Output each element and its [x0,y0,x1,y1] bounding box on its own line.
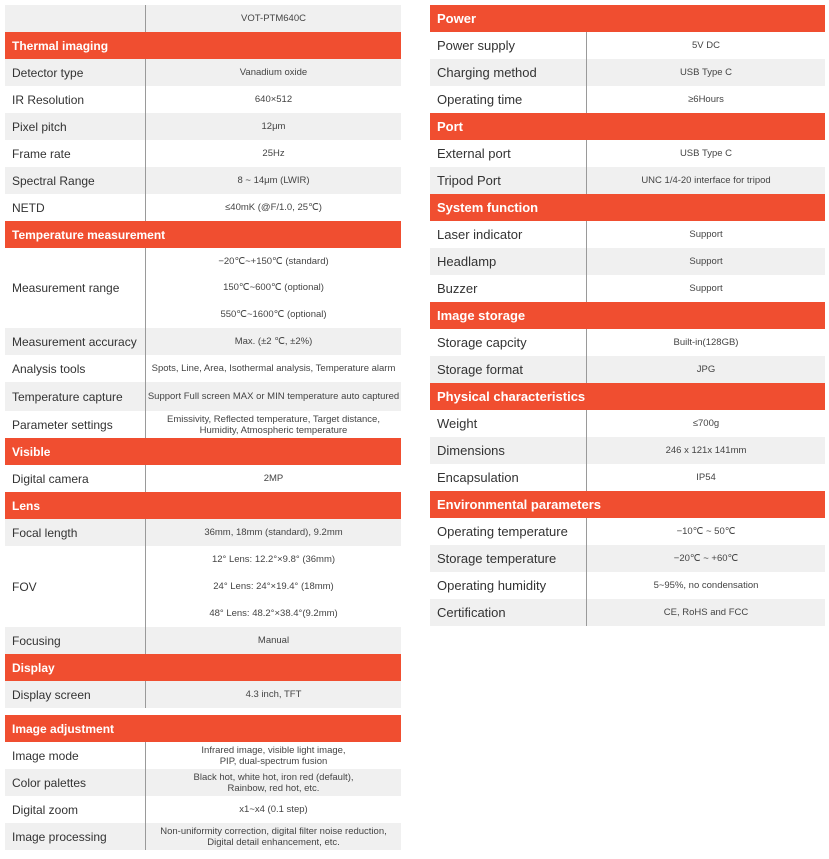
spec-value-line: 4.3 inch, TFT [245,689,302,700]
spec-value-line: Support Full screen MAX or MIN temperature auto captured [147,391,400,402]
spec-value [587,356,825,383]
spec-value-line: 25Hz [262,148,285,159]
section-header-environmental-parameters: Environmental parameters [430,491,825,518]
spec-label: Storage temperature [430,545,587,572]
spec-row-focal-length [5,519,401,546]
spec-value [146,167,401,194]
spec-value [587,140,825,167]
spec-label: Buzzer [430,275,587,302]
spec-row-operating-humidity [430,572,825,599]
spec-value-line: Max. (±2 ℃, ±2%) [234,336,313,347]
spec-value-line: UNC 1/4-20 interface for tripod [641,175,771,186]
spec-label: Storage capcity [430,329,587,356]
section-header-thermal-imaging: Thermal imaging [5,32,401,59]
spec-value-line: Rainbow, red hot, etc. [227,782,320,794]
spec-label: Frame rate [5,140,146,167]
spec-label: Measurement accuracy [5,328,146,355]
spec-value-line: 2MP [263,473,284,484]
spec-value [146,465,401,492]
spec-row-display-screen [5,681,401,708]
section-header-system-function: System function [430,194,825,221]
spec-row-pixel-pitch [5,113,401,140]
spec-value [587,437,825,464]
spec-row-measurement-range [5,248,401,328]
spec-row-digital-zoom [5,796,401,823]
spec-value-line: Emissivity, Reflected temperature, Target distance, [167,413,380,425]
spec-label: Display screen [5,681,146,708]
spec-label: Color palettes [5,769,146,796]
spec-value-line: −10℃ ~ 50℃ [676,526,736,537]
spec-row-headlamp [430,248,825,275]
spec-label: Operating time [430,86,587,113]
section-header-port: Port [430,113,825,140]
spec-label: Power supply [430,32,587,59]
spec-value-line: Humidity, Atmospheric temperature [199,424,348,436]
spec-value-line: ≥6Hours [688,94,724,105]
spec-row-focusing [5,627,401,654]
section-header-display: Display [5,654,401,681]
spec-value-line: 12° Lens: 12.2°×9.8° (36mm) [211,554,336,565]
spec-row-storage-format [430,356,825,383]
spec-row-netd [5,194,401,221]
spec-value [146,823,401,850]
spec-row-temperature-capture [5,382,401,411]
spec-value-line: VOT-PTM640C [241,13,306,24]
spec-label: Focal length [5,519,146,546]
spec-value [587,275,825,302]
spec-row-color-palettes [5,769,401,796]
spec-value-line: 36mm, 18mm (standard), 9.2mm [204,527,343,538]
spec-row-detector-type [5,59,401,86]
spec-value-line: USB Type C [679,148,733,159]
spec-value [587,32,825,59]
spec-value-line: IP54 [696,472,716,483]
section-header-physical-characteristics: Physical characteristics [430,383,825,410]
spec-value [587,167,825,194]
spec-row-tripod-port [430,167,825,194]
spec-value [587,59,825,86]
spec-label: Laser indicator [430,221,587,248]
spec-label: Parameter settings [5,411,146,438]
spec-row-encapsulation [430,464,825,491]
spec-label: Charging method [430,59,587,86]
spec-value-line: ≤700g [692,418,720,429]
spec-value-line: Digital detail enhancement, etc. [207,836,340,848]
spec-label: Encapsulation [430,464,587,491]
spec-value [146,546,401,627]
spec-value-line: −20℃~+150℃ (standard) [218,255,329,267]
spec-value [587,221,825,248]
spec-label: Spectral Range [5,167,146,194]
spec-label: NETD [5,194,146,221]
spec-label: Detector type [5,59,146,86]
spec-value [587,599,825,626]
spec-value [587,464,825,491]
spec-label: Temperature capture [5,382,146,411]
spec-label: Analysis tools [5,355,146,382]
spec-label: Weight [430,410,587,437]
spec-value [146,194,401,221]
spec-value [146,681,401,708]
spec-row-certification [430,599,825,626]
spec-row-measurement-accuracy [5,328,401,355]
section-gap [5,708,401,715]
section-header-lens: Lens [5,492,401,519]
spec-value [146,5,401,32]
spec-value [146,59,401,86]
spec-value-line: Support [689,229,723,240]
spec-value [587,248,825,275]
spec-value [146,355,401,382]
spec-row-parameter-settings [5,411,401,438]
spec-row-dimensions [430,437,825,464]
spec-row-digital-camera [5,465,401,492]
spec-value [146,796,401,823]
spec-value [587,329,825,356]
spec-label: IR Resolution [5,86,146,113]
spec-value-line: x1~x4 (0.1 step) [239,804,308,815]
spec-label: Digital zoom [5,796,146,823]
spec-value-line: 8 ~ 14μm (LWIR) [237,175,310,186]
spec-row-model [5,5,401,32]
spec-value-line: 24° Lens: 24°×19.4° (18mm) [213,581,334,592]
spec-row-weight [430,410,825,437]
spec-row-storage-capcity [430,329,825,356]
spec-value-line: Support [689,256,723,267]
spec-label: Operating temperature [430,518,587,545]
section-header-image-adjustment: Image adjustment [5,715,401,742]
spec-row-laser-indicator [430,221,825,248]
spec-value-line: 5V DC [692,40,720,51]
spec-label: Dimensions [430,437,587,464]
spec-label: Measurement range [5,248,146,328]
section-header-power: Power [430,5,825,32]
spec-row-external-port [430,140,825,167]
spec-label: Digital camera [5,465,146,492]
spec-row-ir-resolution [5,86,401,113]
spec-row-image-mode [5,742,401,769]
spec-value [146,248,401,328]
spec-row-power-supply [430,32,825,59]
section-header-visible: Visible [5,438,401,465]
spec-label: Image processing [5,823,146,850]
spec-label: Operating humidity [430,572,587,599]
spec-value-line: Black hot, white hot, iron red (default), [193,771,354,783]
spec-label: Headlamp [430,248,587,275]
spec-row-frame-rate [5,140,401,167]
spec-value [146,140,401,167]
spec-row-buzzer [430,275,825,302]
spec-value [146,627,401,654]
spec-value-line: 640×512 [254,94,293,105]
spec-value [146,113,401,140]
spec-value [587,410,825,437]
spec-row-storage-temperature [430,545,825,572]
spec-value-line: USB Type C [679,67,733,78]
spec-value-line: 550℃~1600℃ (optional) [220,309,327,321]
spec-label: Image mode [5,742,146,769]
spec-value-line: CE, RoHS and FCC [663,607,749,618]
spec-row-image-processing [5,823,401,850]
spec-row-operating-temperature [430,518,825,545]
left-spec-table [5,5,401,850]
section-header-temperature-measurement: Temperature measurement [5,221,401,248]
spec-value [587,518,825,545]
spec-value-line: Built-in(128GB) [673,337,739,348]
spec-value-line: 150℃~600℃ (optional) [223,282,324,294]
spec-value-line: Spots, Line, Area, Isothermal analysis, Temperature alarm [151,363,396,374]
spec-label: Certification [430,599,587,626]
spec-value-line: Support [689,283,723,294]
spec-row-operating-time [430,86,825,113]
spec-value [146,769,401,796]
spec-label: FOV [5,546,146,627]
spec-value [587,572,825,599]
spec-value [146,519,401,546]
spec-label: Focusing [5,627,146,654]
right-spec-table [430,5,825,626]
spec-label: External port [430,140,587,167]
spec-row-fov [5,546,401,627]
spec-value-line: PIP, dual-spectrum fusion [219,755,328,767]
spec-value-line: 48° Lens: 48.2°×38.4°(9.2mm) [209,608,338,619]
spec-value [587,86,825,113]
spec-value-line: −20℃ ~ +60℃ [673,553,739,564]
spec-value-line: JPG [696,364,716,375]
spec-value-line: 5~95%, no condensation [653,580,759,591]
spec-row-analysis-tools [5,355,401,382]
spec-value [146,411,401,438]
spec-value [146,328,401,355]
spec-value [146,742,401,769]
spec-row-charging-method [430,59,825,86]
spec-row-spectral-range [5,167,401,194]
spec-value [146,86,401,113]
spec-value-line: Vanadium oxide [239,67,308,78]
spec-label: Storage format [430,356,587,383]
spec-label: Pixel pitch [5,113,146,140]
spec-value-line: Non-uniformity correction, digital filter noise reduction, [160,825,387,837]
spec-value [587,545,825,572]
spec-value-line: Infrared image, visible light image, [201,744,346,756]
spec-value-line: 12μm [261,121,286,132]
spec-value-line: Manual [257,635,290,646]
spec-label: Tripod Port [430,167,587,194]
spec-label [5,5,146,32]
section-header-image-storage: Image storage [430,302,825,329]
spec-value-line: ≤40mK (@F/1.0, 25℃) [225,202,322,213]
spec-value-line: 246 x 121x 141mm [665,445,747,456]
spec-value [146,382,401,411]
